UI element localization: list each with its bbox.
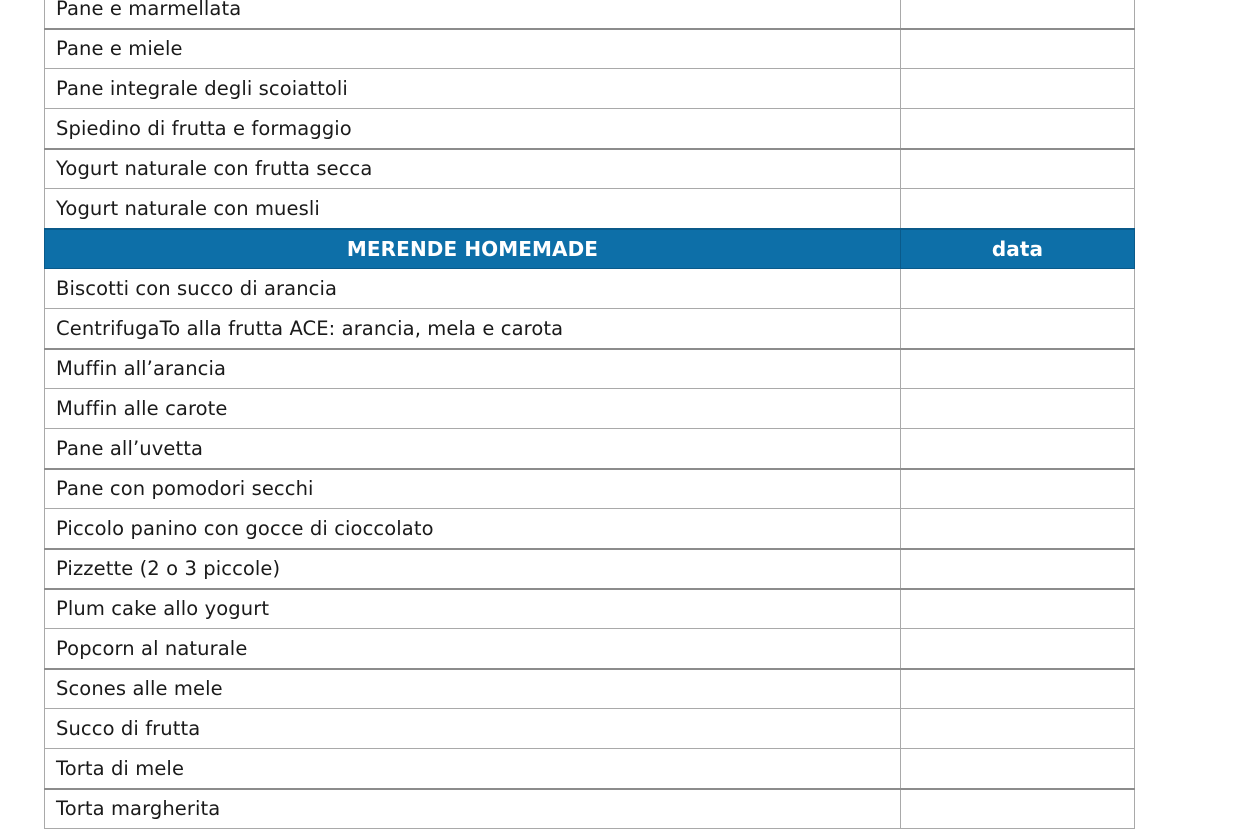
table-row <box>45 29 1135 69</box>
snack-table <box>44 0 1135 829</box>
snack-table-sheet <box>44 0 1134 829</box>
item-name: Spiedino di frutta e formaggio <box>45 109 901 149</box>
table-row <box>45 709 1135 749</box>
item-name: Yogurt naturale con frutta secca <box>45 149 901 189</box>
table-row <box>45 549 1135 589</box>
date-cell[interactable] <box>901 0 1135 29</box>
item-name: Pane con pomodori secchi <box>45 469 901 509</box>
table-row <box>45 69 1135 109</box>
table-row <box>45 269 1135 309</box>
section-header-row <box>45 229 1135 269</box>
item-name: Torta di mele <box>45 749 901 789</box>
table-row <box>45 149 1135 189</box>
table-row <box>45 309 1135 349</box>
item-name: Pizzette (2 o 3 piccole) <box>45 549 901 589</box>
item-name: Popcorn al naturale <box>45 629 901 669</box>
item-name: Muffin alle carote <box>45 389 901 429</box>
item-name: Scones alle mele <box>45 669 901 709</box>
table-row <box>45 589 1135 629</box>
table-row <box>45 509 1135 549</box>
item-name: CentrifugaTo alla frutta ACE: arancia, mela e carota <box>45 309 901 349</box>
table-row <box>45 0 1135 29</box>
date-cell[interactable] <box>901 69 1135 109</box>
item-name: Pane e miele <box>45 29 901 69</box>
item-name: Pane e marmellata <box>45 0 901 29</box>
item-name: Plum cake allo yogurt <box>45 589 901 629</box>
table-row <box>45 189 1135 229</box>
date-cell[interactable] <box>901 429 1135 469</box>
date-cell[interactable] <box>901 709 1135 749</box>
item-name: Pane all’uvetta <box>45 429 901 469</box>
item-name: Yogurt naturale con muesli <box>45 189 901 229</box>
table-row <box>45 109 1135 149</box>
date-cell[interactable] <box>901 269 1135 309</box>
item-name: Piccolo panino con gocce di cioccolato <box>45 509 901 549</box>
date-cell[interactable] <box>901 749 1135 789</box>
date-cell[interactable] <box>901 349 1135 389</box>
table-row <box>45 429 1135 469</box>
date-cell[interactable] <box>901 389 1135 429</box>
table-row <box>45 469 1135 509</box>
date-cell[interactable] <box>901 149 1135 189</box>
date-cell[interactable] <box>901 669 1135 709</box>
item-name: Muffin all’arancia <box>45 349 901 389</box>
table-row <box>45 349 1135 389</box>
item-name: Succo di frutta <box>45 709 901 749</box>
date-cell[interactable] <box>901 589 1135 629</box>
date-cell[interactable] <box>901 109 1135 149</box>
item-name: Biscotti con succo di arancia <box>45 269 901 309</box>
table-row <box>45 669 1135 709</box>
date-cell[interactable] <box>901 629 1135 669</box>
table-row <box>45 749 1135 789</box>
item-name: Torta margherita <box>45 789 901 829</box>
section-title: MERENDE HOMEMADE <box>45 229 901 269</box>
date-cell[interactable] <box>901 549 1135 589</box>
date-cell[interactable] <box>901 789 1135 829</box>
table-row <box>45 629 1135 669</box>
item-name: Pane integrale degli scoiattoli <box>45 69 901 109</box>
date-column-header: data <box>901 229 1135 269</box>
date-cell[interactable] <box>901 509 1135 549</box>
date-cell[interactable] <box>901 189 1135 229</box>
date-cell[interactable] <box>901 309 1135 349</box>
date-cell[interactable] <box>901 29 1135 69</box>
table-row <box>45 389 1135 429</box>
table-row <box>45 789 1135 829</box>
date-cell[interactable] <box>901 469 1135 509</box>
